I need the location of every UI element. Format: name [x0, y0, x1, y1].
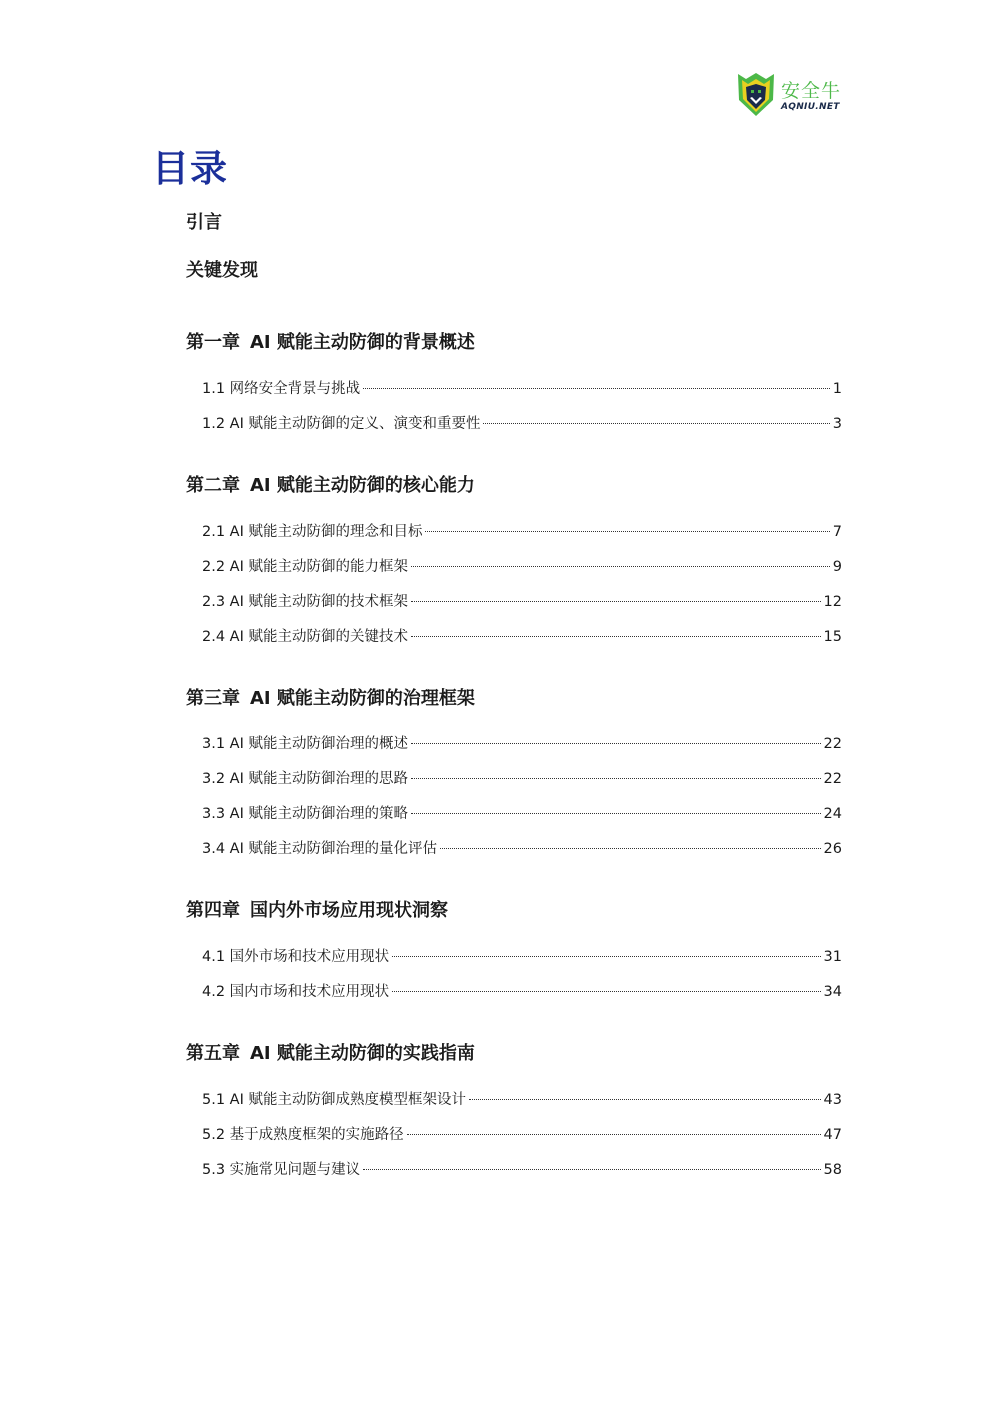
toc-row[interactable]: [202, 520, 842, 541]
dot-leader: [363, 1169, 820, 1170]
dot-leader: [411, 778, 821, 779]
toc-row-label: 4.1 国外市场和技术应用现状: [202, 949, 390, 965]
toc-row-label: 2.1 AI 赋能主动防御的理念和目标: [202, 524, 423, 540]
toc-row-page: 47: [823, 1127, 842, 1143]
chapter-title: AI 赋能主动防御的治理框架: [250, 688, 475, 709]
chapter-heading[interactable]: [186, 1039, 475, 1065]
bull-shield-icon: [736, 70, 776, 118]
dot-leader: [425, 531, 829, 532]
brand-name-en: AQNIU.NET: [781, 102, 840, 112]
toc-row[interactable]: [202, 732, 842, 753]
page-title: 目录: [152, 147, 228, 190]
toc-row-page: 26: [823, 841, 842, 857]
dot-leader: [411, 813, 821, 814]
toc-entry-intro[interactable]: 引言: [186, 212, 222, 233]
chapter-heading[interactable]: [186, 684, 475, 710]
chapter-label: 第三章: [186, 688, 240, 709]
toc-row[interactable]: [202, 945, 842, 966]
toc-row[interactable]: [202, 1158, 842, 1179]
chapter-title: AI 赋能主动防御的背景概述: [250, 332, 475, 353]
toc-row[interactable]: [202, 980, 842, 1001]
dot-leader: [469, 1099, 821, 1100]
chapter-heading[interactable]: [186, 896, 448, 922]
toc-row-label: 2.4 AI 赋能主动防御的关键技术: [202, 629, 408, 645]
chapter-heading[interactable]: [186, 471, 475, 497]
chapter-label: 第四章: [186, 900, 240, 921]
toc-row[interactable]: [202, 767, 842, 788]
toc-row-label: 1.2 AI 赋能主动防御的定义、演变和重要性: [202, 416, 481, 432]
toc-row-label: 1.1 网络安全背景与挑战: [202, 381, 361, 397]
toc-row-page: 3: [832, 416, 842, 432]
chapter-label: 第一章: [186, 332, 240, 353]
toc-row-label: 3.2 AI 赋能主动防御治理的思路: [202, 771, 408, 787]
chapter-title: 国内外市场应用现状洞察: [250, 900, 448, 921]
dot-leader: [363, 388, 830, 389]
toc-row[interactable]: [202, 590, 842, 611]
toc-row[interactable]: [202, 412, 842, 433]
toc-row-page: 7: [832, 524, 842, 540]
chapter-title: AI 赋能主动防御的核心能力: [250, 475, 475, 496]
chapter-heading[interactable]: [186, 328, 475, 354]
toc-row[interactable]: [202, 377, 842, 398]
toc-row-page: 31: [823, 949, 842, 965]
brand-name-cn: 安全牛: [781, 80, 842, 102]
dot-leader: [392, 956, 820, 957]
toc-row-label: 2.2 AI 赋能主动防御的能力框架: [202, 559, 408, 575]
toc-row[interactable]: [202, 802, 842, 823]
toc-row-label: 5.1 AI 赋能主动防御成熟度模型框架设计: [202, 1092, 466, 1108]
toc-row-label: 5.2 基于成熟度框架的实施路径: [202, 1127, 404, 1143]
toc-row[interactable]: [202, 555, 842, 576]
chapter-label: 第二章: [186, 475, 240, 496]
toc-row-page: 43: [823, 1092, 842, 1108]
toc-row-page: 22: [823, 736, 842, 752]
dot-leader: [483, 423, 829, 424]
dot-leader: [440, 848, 821, 849]
dot-leader: [411, 566, 830, 567]
toc-row[interactable]: [202, 625, 842, 646]
dot-leader: [392, 991, 820, 992]
toc-row-label: 4.2 国内市场和技术应用现状: [202, 984, 390, 1000]
toc-row-label: 3.4 AI 赋能主动防御治理的量化评估: [202, 841, 437, 857]
toc-row-page: 22: [823, 771, 842, 787]
toc-row-label: 2.3 AI 赋能主动防御的技术框架: [202, 594, 408, 610]
dot-leader: [411, 743, 821, 744]
toc-row-label: 5.3 实施常见问题与建议: [202, 1162, 361, 1178]
dot-leader: [411, 636, 821, 637]
toc-row-page: 24: [823, 806, 842, 822]
chapter-title: AI 赋能主动防御的实践指南: [250, 1043, 475, 1064]
chapter-label: 第五章: [186, 1043, 240, 1064]
toc-row-page: 15: [823, 629, 842, 645]
dot-leader: [407, 1134, 821, 1135]
toc-row-label: 3.1 AI 赋能主动防御治理的概述: [202, 736, 408, 752]
toc-row-page: 12: [823, 594, 842, 610]
brand-logo: [736, 70, 846, 118]
toc-row-label: 3.3 AI 赋能主动防御治理的策略: [202, 806, 408, 822]
toc-row-page: 58: [823, 1162, 842, 1178]
toc-row[interactable]: [202, 1088, 842, 1109]
toc-row-page: 1: [832, 381, 842, 397]
toc-row[interactable]: [202, 837, 842, 858]
toc-entry-key-findings[interactable]: 关键发现: [186, 260, 258, 281]
toc-row[interactable]: [202, 1123, 842, 1144]
dot-leader: [411, 601, 821, 602]
toc-row-page: 34: [823, 984, 842, 1000]
toc-row-page: 9: [832, 559, 842, 575]
